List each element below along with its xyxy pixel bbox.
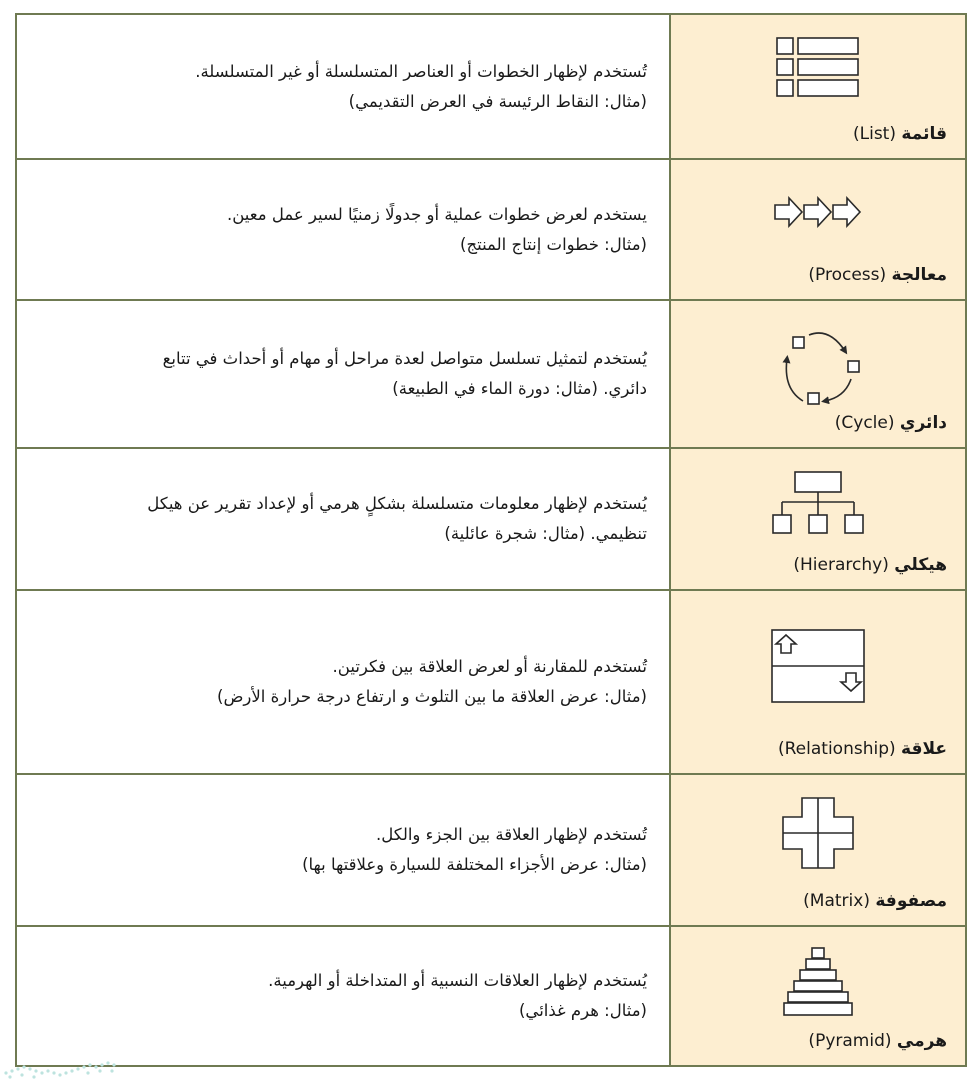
process-arrows-icon	[774, 196, 862, 228]
type-cell-matrix	[669, 775, 965, 925]
example-text: (مثال: عرض العلاقة ما بين التلوث و ارتفاع درجة حرارة الأرض)	[217, 687, 647, 706]
description-text: يُستخدم لإظهار العلاقات النسبية أو المتداخلة أو الهرمية.	[268, 971, 647, 990]
cycle-icon	[773, 327, 863, 413]
type-label-hierarchy	[793, 555, 947, 575]
type-name-ar: هيكلي	[894, 555, 947, 575]
example-text: دائري. (مثال: دورة الماء في الطبيعة)	[392, 379, 647, 398]
example-text: (مثال: النقاط الرئيسة في العرض التقديمي)	[348, 91, 647, 111]
table-row-cycle	[17, 299, 965, 447]
type-name-ar: علاقة	[901, 739, 947, 759]
type-cell-process	[669, 160, 965, 299]
description-text: تُستخدم لإظهار الخطوات أو العناصر المتسلسلة أو غير المتسلسلة.	[195, 61, 647, 81]
type-cell-pyramid	[669, 927, 965, 1065]
pyramid-icon	[783, 947, 853, 1017]
type-name-ar: قائمة	[901, 124, 947, 144]
type-name-en: (Hierarchy)	[793, 555, 889, 575]
description-text: يُستخدم لتمثيل تسلسل متواصل لعدة مراحل أو مهام أو أحداث في تتابع	[162, 349, 647, 368]
type-name-en: (List)	[852, 124, 896, 144]
type-cell-hierarchy	[669, 449, 965, 589]
desc-cell-relationship	[17, 591, 669, 773]
example-text: (مثال: خطوات إنتاج المنتج)	[460, 234, 647, 254]
table-row-hierarchy	[17, 447, 965, 589]
smartart-types-table	[15, 13, 967, 1067]
description-text: يستخدم لعرض خطوات عملية أو جدولًا زمنيًا لسير عمل معين.	[227, 204, 647, 224]
type-name-en: (Pyramid)	[808, 1031, 892, 1051]
desc-cell-matrix	[17, 775, 669, 925]
dotted-watermark-icon	[0, 1053, 120, 1079]
type-label-process	[808, 265, 947, 285]
type-name-en: (Process)	[808, 265, 887, 285]
type-label-relationship	[778, 739, 947, 759]
example-text: تنظيمي. (مثال: شجرة عائلية)	[444, 524, 647, 543]
desc-cell-list	[17, 15, 669, 158]
type-name-ar: هرمي	[896, 1031, 947, 1051]
type-cell-cycle	[669, 301, 965, 447]
description-text: يُستخدم لإظهار معلومات متسلسلة بشكلٍ هرمي أو لإعداد تقرير عن هيكل	[147, 494, 647, 513]
table-row-relationship	[17, 589, 965, 773]
type-label-pyramid	[808, 1031, 947, 1051]
table-row-process	[17, 158, 965, 299]
hierarchy-icon	[769, 471, 867, 535]
type-label-cycle	[835, 413, 947, 433]
type-name-en: (Matrix)	[803, 891, 870, 911]
type-name-en: (Cycle)	[834, 413, 895, 433]
description-text: تُستخدم لإظهار العلاقة بين الجزء والكل.	[375, 825, 647, 844]
table-row-matrix	[17, 773, 965, 925]
desc-cell-hierarchy	[17, 449, 669, 589]
type-cell-list	[669, 15, 965, 158]
type-label-matrix	[803, 891, 947, 911]
table-row-pyramid	[17, 925, 965, 1065]
description-text: تُستخدم للمقارنة أو لعرض العلاقة بين فكرتين.	[332, 657, 647, 676]
example-text: (مثال: عرض الأجزاء المختلفة للسيارة وعلاقتها بها)	[302, 855, 647, 874]
desc-cell-process	[17, 160, 669, 299]
type-name-ar: مصفوفة	[875, 891, 947, 911]
type-name-ar: معالجة	[891, 265, 947, 285]
list-icon	[776, 37, 860, 99]
matrix-icon	[782, 797, 854, 869]
type-name-en: (Relationship)	[777, 739, 896, 759]
type-cell-relationship	[669, 591, 965, 773]
relationship-icon	[771, 629, 865, 703]
desc-cell-cycle	[17, 301, 669, 447]
type-name-ar: دائري	[899, 413, 947, 433]
type-label-list	[853, 124, 947, 144]
table-row-list	[17, 15, 965, 158]
desc-cell-pyramid	[17, 927, 669, 1065]
example-text: (مثال: هرم غذائي)	[519, 1001, 647, 1020]
